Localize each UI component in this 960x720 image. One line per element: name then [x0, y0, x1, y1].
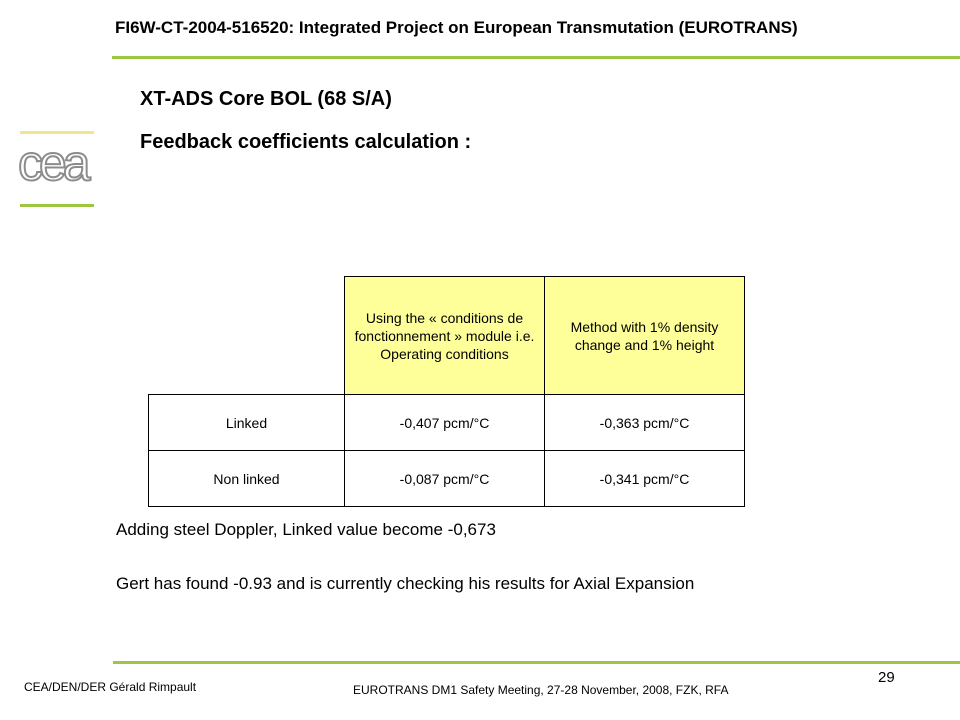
table-row — [149, 395, 745, 451]
table-cell: -0,341 pcm/°C — [545, 451, 745, 507]
cea-logo-text: cea — [18, 144, 87, 188]
note-axial-expansion: Gert has found -0.93 and is currently checking his results for Axial Expansion — [116, 574, 695, 593]
page-number: 29 — [878, 669, 895, 686]
cea-logo-mark — [18, 144, 96, 188]
column-header-operating-conditions: Using the « conditions de fonctionnement » module i.e. Operating conditions — [345, 277, 545, 395]
table-corner-cell — [149, 277, 345, 395]
header-divider — [112, 56, 960, 59]
slide-title: XT-ADS Core BOL (68 S/A) — [140, 88, 392, 110]
logo-top-bar — [20, 131, 94, 134]
table-cell: -0,363 pcm/°C — [545, 395, 745, 451]
row-label-non-linked: Non linked — [149, 451, 345, 507]
footer-divider — [113, 661, 960, 664]
table-header-row — [149, 277, 745, 395]
footer-meeting: EUROTRANS DM1 Safety Meeting, 27-28 November, 2008, FZK, RFA — [353, 683, 729, 697]
table-cell: -0,087 pcm/°C — [345, 451, 545, 507]
header-title: FI6W-CT-2004-516520: Integrated Project on European Transmutation (EUROTRANS) — [115, 18, 798, 37]
logo-bottom-bar — [20, 204, 94, 207]
table-row — [149, 451, 745, 507]
note-steel-doppler: Adding steel Doppler, Linked value become -0,673 — [116, 520, 496, 539]
column-header-density-change-method: Method with 1% density change and 1% height — [545, 277, 745, 395]
footer-author: CEA/DEN/DER Gérald Rimpault — [24, 680, 197, 694]
feedback-coefficients-table — [148, 276, 745, 507]
table-cell: -0,407 pcm/°C — [345, 395, 545, 451]
slide-subtitle: Feedback coefficients calculation : — [140, 131, 472, 153]
cea-logo — [18, 128, 98, 210]
row-label-linked: Linked — [149, 395, 345, 451]
